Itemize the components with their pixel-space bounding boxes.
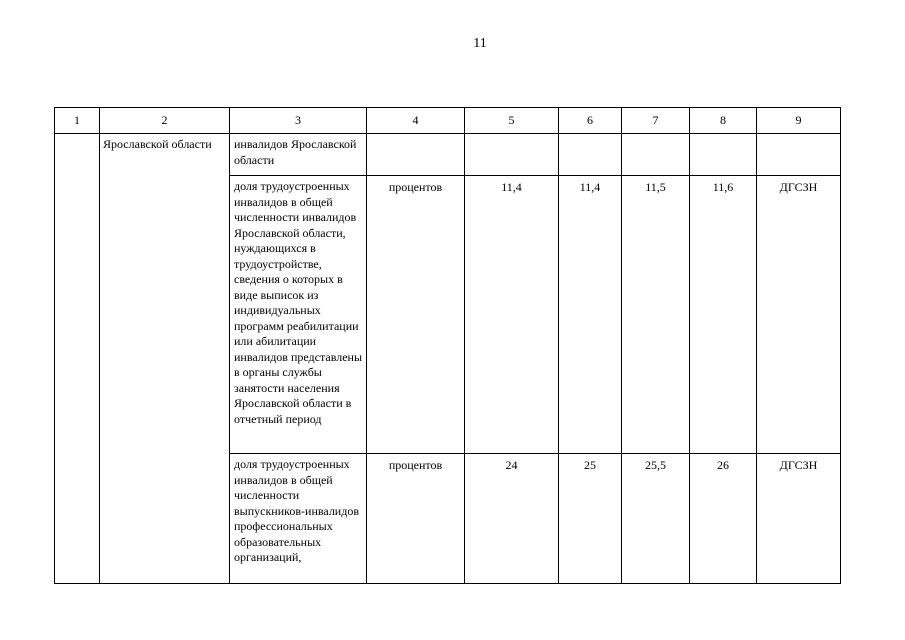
column-header: 5 <box>465 108 559 134</box>
unit-text <box>367 134 464 138</box>
column-header: 4 <box>367 108 465 134</box>
indicator-cell <box>230 454 367 584</box>
value-cell <box>465 454 559 584</box>
column-header: 3 <box>230 108 367 134</box>
value-text <box>622 134 689 138</box>
region-cell <box>100 134 230 584</box>
value-cell <box>465 176 559 454</box>
page-number: 11 <box>473 36 487 51</box>
value-text: 11,6 <box>712 180 734 194</box>
indicator-cell <box>230 134 367 176</box>
column-header: 9 <box>757 108 841 134</box>
value-text <box>690 134 756 138</box>
value-cell <box>690 454 757 584</box>
value-text: 11,4 <box>579 180 601 194</box>
value-text: 25 <box>584 458 596 472</box>
executor-text: ДГСЗН <box>779 458 818 472</box>
table-header-row <box>55 108 841 134</box>
executor-text <box>757 134 840 138</box>
unit-text: процентов <box>388 180 443 194</box>
column-header: 2 <box>100 108 230 134</box>
unit-text: процентов <box>388 458 443 472</box>
value-cell <box>559 134 622 176</box>
indicator-cell <box>230 176 367 454</box>
value-text <box>559 134 621 138</box>
value-cell <box>622 454 690 584</box>
value-text: 24 <box>505 458 518 472</box>
column-header: 8 <box>690 108 757 134</box>
indicator-text: доля трудоустроенных инвалидов в общей численности инвалидов Ярославской области, нуждающихся в трудоустройстве, сведения о которых в виде выписок из индивидуальных программ реабилитации или абилитации инвалидов представлены в органы службы занятости населения Ярославской области в отчетный период <box>234 179 363 426</box>
value-text: 25,5 <box>645 458 666 472</box>
column-header: 6 <box>559 108 622 134</box>
indicator-text: инвалидов Ярославской области <box>234 137 357 167</box>
value-text <box>465 134 558 138</box>
executor-text: ДГСЗН <box>779 180 818 194</box>
column-header: 1 <box>55 108 100 134</box>
value-cell <box>622 134 690 176</box>
value-cell <box>690 176 757 454</box>
value-cell <box>559 454 622 584</box>
row-number-cell <box>55 134 100 584</box>
unit-cell <box>367 176 465 454</box>
value-text: 11,4 <box>501 180 522 194</box>
value-cell <box>559 176 622 454</box>
data-table <box>54 107 841 584</box>
indicator-text: доля трудоустроенных инвалидов в общей численности выпускников-инвалидов профессиональных образовательных организаций, <box>234 457 359 564</box>
value-text: 11,5 <box>645 180 666 194</box>
value-cell <box>690 134 757 176</box>
value-cell <box>622 176 690 454</box>
executor-cell <box>757 176 841 454</box>
executor-cell <box>757 454 841 584</box>
region-label: Ярославской области <box>103 137 212 151</box>
column-header: 7 <box>622 108 690 134</box>
unit-cell <box>367 454 465 584</box>
table-row <box>55 134 841 176</box>
value-cell <box>465 134 559 176</box>
unit-cell <box>367 134 465 176</box>
value-text: 26 <box>717 458 729 472</box>
executor-cell <box>757 134 841 176</box>
